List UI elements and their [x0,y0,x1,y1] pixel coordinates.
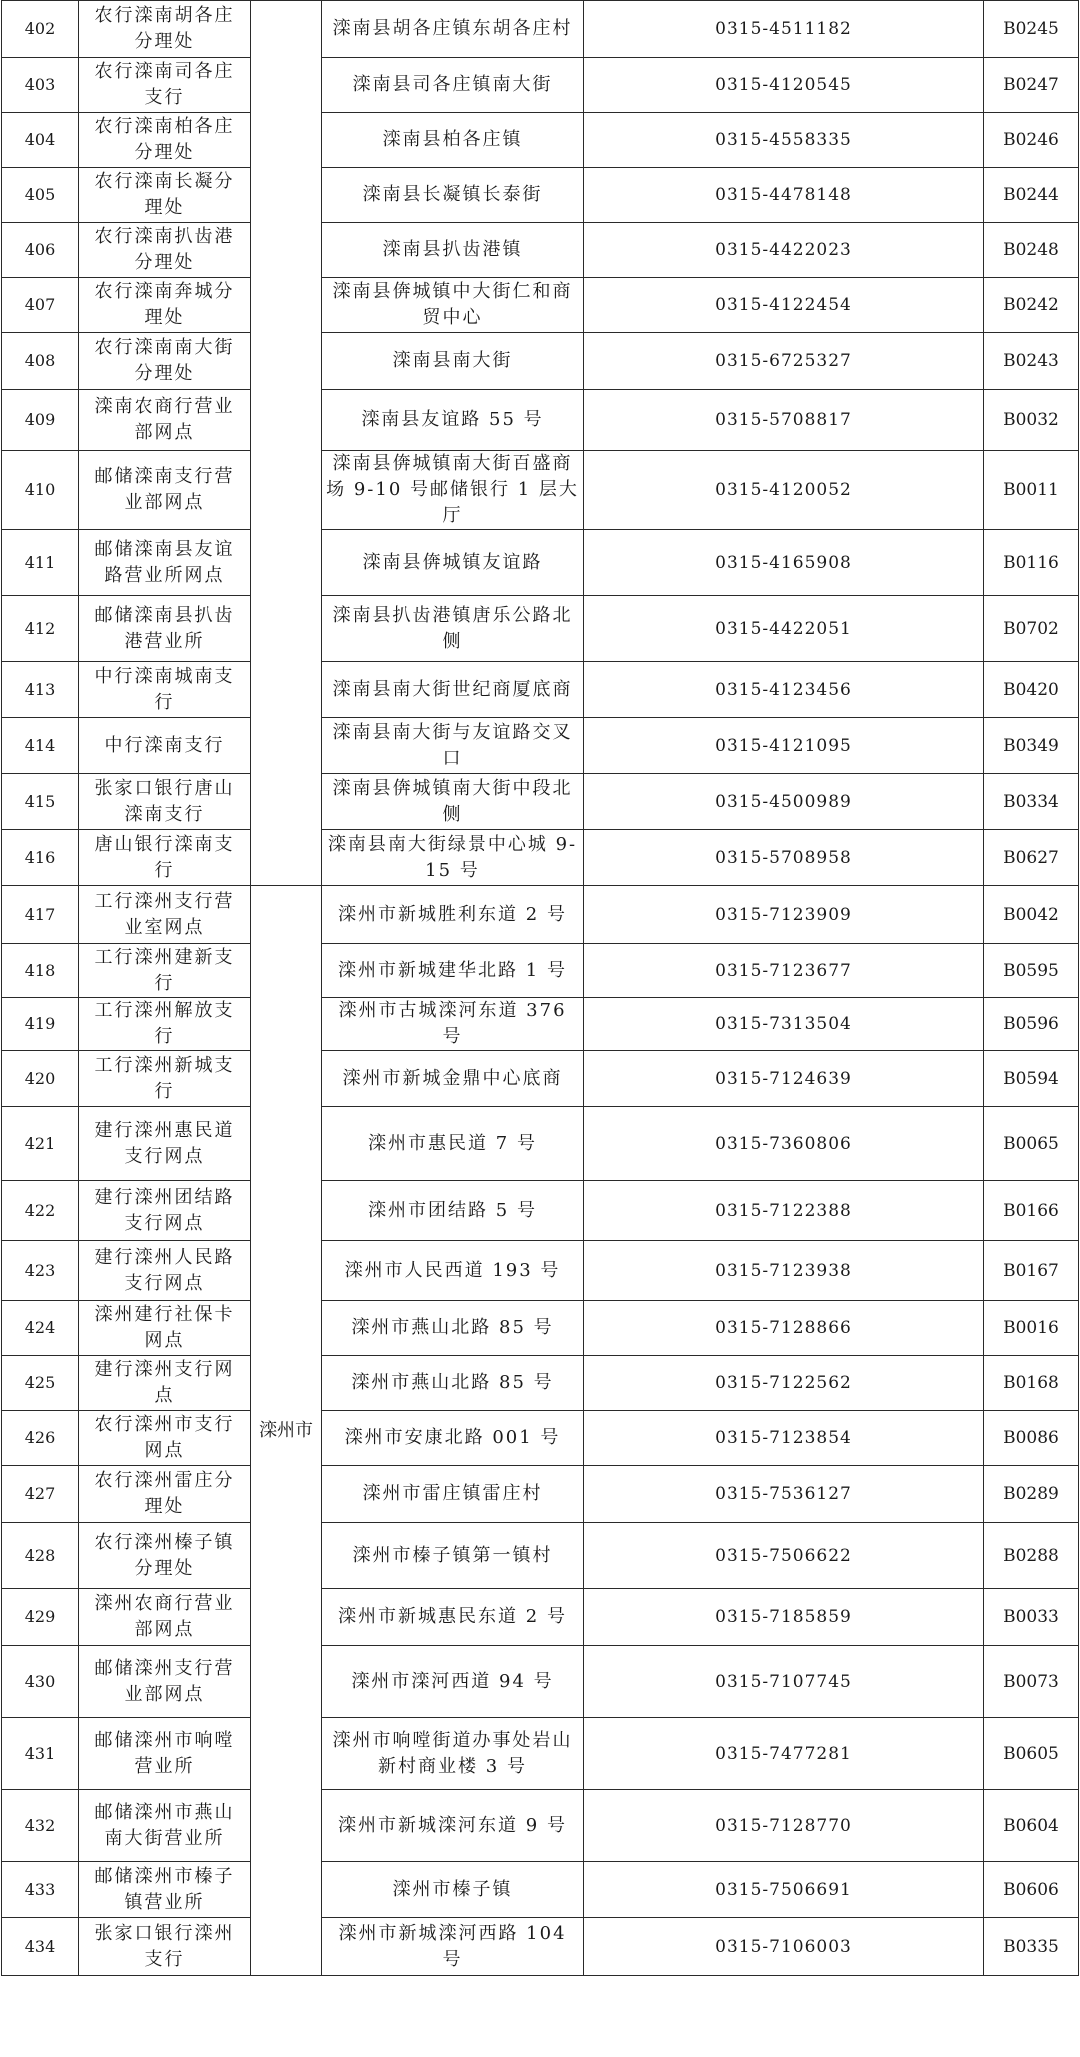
outlet-name: 农行滦南胡各庄分理处 [79,1,251,58]
outlet-name: 滦州建行社保卡网点 [79,1301,251,1356]
row-number: 434 [2,1918,79,1976]
table-row [2,1918,1079,1976]
outlet-phone: 0315-4422023 [584,223,984,278]
outlet-phone: 0315-7185859 [584,1589,984,1646]
outlet-address: 滦南县南大街世纪商厦底商 [322,662,584,718]
outlet-address: 滦州市响嘡街道办事处岩山新村商业楼 3 号 [322,1718,584,1790]
outlet-address: 滦南县胡各庄镇东胡各庄村 [322,1,584,58]
outlet-code: B0032 [984,390,1079,451]
table-row [2,223,1079,278]
table-row [2,1051,1079,1107]
table-row [2,58,1079,113]
table-row [2,1107,1079,1181]
outlet-name: 农行滦州雷庄分理处 [79,1466,251,1523]
row-number: 406 [2,223,79,278]
outlet-name: 农行滦南奔城分理处 [79,278,251,333]
outlet-code: B0604 [984,1790,1079,1862]
table-row [2,830,1079,886]
outlet-code: B0246 [984,113,1079,168]
outlet-address: 滦南县司各庄镇南大街 [322,58,584,113]
outlet-name: 建行滦州人民路支行网点 [79,1241,251,1301]
row-number: 430 [2,1646,79,1718]
outlet-name: 农行滦南柏各庄分理处 [79,113,251,168]
outlet-name: 农行滦州市支行网点 [79,1411,251,1466]
outlet-code: B0011 [984,451,1079,530]
outlet-address: 滦州市安康北路 001 号 [322,1411,584,1466]
outlet-address: 滦南县倴城镇中大街仁和商贸中心 [322,278,584,333]
outlet-address: 滦南县南大街 [322,333,584,390]
outlet-phone: 0315-7536127 [584,1466,984,1523]
row-number: 431 [2,1718,79,1790]
table-row [2,886,1079,944]
outlet-address: 滦南县倴城镇南大街百盛商场 9-10 号邮储银行 1 层大厅 [322,451,584,530]
outlet-address: 滦州市雷庄镇雷庄村 [322,1466,584,1523]
outlet-name: 邮储滦南县友谊路营业所网点 [79,530,251,596]
outlet-phone: 0315-4500989 [584,774,984,830]
outlet-phone: 0315-4120052 [584,451,984,530]
row-number: 422 [2,1181,79,1241]
outlet-code: B0627 [984,830,1079,886]
outlet-name: 农行滦州榛子镇分理处 [79,1523,251,1589]
row-number: 414 [2,718,79,774]
outlet-name: 邮储滦州市响嘡营业所 [79,1718,251,1790]
outlet-address: 滦南县柏各庄镇 [322,113,584,168]
outlet-address: 滦州市燕山北路 85 号 [322,1356,584,1411]
table-row [2,530,1079,596]
row-number: 416 [2,830,79,886]
outlet-phone: 0315-5708817 [584,390,984,451]
outlet-address: 滦州市新城金鼎中心底商 [322,1051,584,1107]
outlet-phone: 0315-7123938 [584,1241,984,1301]
outlet-phone: 0315-7128770 [584,1790,984,1862]
outlet-phone: 0315-4422051 [584,596,984,662]
table-row [2,596,1079,662]
outlet-address: 滦州市榛子镇第一镇村 [322,1523,584,1589]
outlet-phone: 0315-7124639 [584,1051,984,1107]
row-number: 429 [2,1589,79,1646]
outlet-code: B0168 [984,1356,1079,1411]
outlet-code: B0420 [984,662,1079,718]
outlet-code: B0288 [984,1523,1079,1589]
outlet-phone: 0315-4121095 [584,718,984,774]
outlet-phone: 0315-7122562 [584,1356,984,1411]
outlet-phone: 0315-7506691 [584,1862,984,1918]
table-row [2,451,1079,530]
table-row [2,113,1079,168]
outlet-name: 建行滦州惠民道支行网点 [79,1107,251,1181]
row-number: 417 [2,886,79,944]
outlet-phone: 0315-7123909 [584,886,984,944]
outlet-code: B0248 [984,223,1079,278]
outlet-address: 滦州市滦河西道 94 号 [322,1646,584,1718]
table-row [2,1,1079,58]
outlet-address: 滦州市新城惠民东道 2 号 [322,1589,584,1646]
outlet-address: 滦州市人民西道 193 号 [322,1241,584,1301]
outlet-address: 滦南县扒齿港镇 [322,223,584,278]
outlet-code: B0335 [984,1918,1079,1976]
outlet-name: 张家口银行唐山滦南支行 [79,774,251,830]
outlet-code: B0349 [984,718,1079,774]
outlet-name: 工行滦州建新支行 [79,944,251,998]
table-row [2,333,1079,390]
outlet-code: B0016 [984,1301,1079,1356]
outlet-address: 滦州市新城滦河西路 104 号 [322,1918,584,1976]
outlet-name: 建行滦州支行网点 [79,1356,251,1411]
row-number: 423 [2,1241,79,1301]
outlet-address: 滦州市榛子镇 [322,1862,584,1918]
row-number: 402 [2,1,79,58]
row-number: 403 [2,58,79,113]
outlet-table [1,0,1079,1976]
outlet-phone: 0315-7123677 [584,944,984,998]
outlet-name: 邮储滦州市榛子镇营业所 [79,1862,251,1918]
outlet-address: 滦州市燕山北路 85 号 [322,1301,584,1356]
table-row [2,1301,1079,1356]
table-row [2,998,1079,1051]
outlet-code: B0242 [984,278,1079,333]
table-row [2,390,1079,451]
outlet-address: 滦南县友谊路 55 号 [322,390,584,451]
outlet-code: B0166 [984,1181,1079,1241]
table-row [2,1862,1079,1918]
outlet-phone: 0315-7128866 [584,1301,984,1356]
outlet-code: B0116 [984,530,1079,596]
outlet-name: 邮储滦南县扒齿港营业所 [79,596,251,662]
row-number: 413 [2,662,79,718]
outlet-phone: 0315-7313504 [584,998,984,1051]
table-row [2,1790,1079,1862]
outlet-phone: 0315-4165908 [584,530,984,596]
outlet-address: 滦州市惠民道 7 号 [322,1107,584,1181]
row-number: 407 [2,278,79,333]
row-number: 412 [2,596,79,662]
region-cell: 滦州市 [251,886,322,1976]
outlet-phone: 0315-6725327 [584,333,984,390]
outlet-address: 滦州市团结路 5 号 [322,1181,584,1241]
outlet-table-body [2,1,1079,1976]
outlet-code: B0245 [984,1,1079,58]
outlet-code: B0594 [984,1051,1079,1107]
outlet-name: 农行滦南扒齿港分理处 [79,223,251,278]
row-number: 424 [2,1301,79,1356]
row-number: 427 [2,1466,79,1523]
region-cell [251,1,322,886]
outlet-address: 滦南县倴城镇南大街中段北侧 [322,774,584,830]
table-row [2,1181,1079,1241]
outlet-name: 邮储滦州支行营业部网点 [79,1646,251,1718]
outlet-name: 邮储滦州市燕山南大街营业所 [79,1790,251,1862]
outlet-phone: 0315-7106003 [584,1918,984,1976]
outlet-code: B0033 [984,1589,1079,1646]
outlet-address: 滦南县扒齿港镇唐乐公路北侧 [322,596,584,662]
row-number: 418 [2,944,79,998]
outlet-code: B0595 [984,944,1079,998]
table-row [2,1466,1079,1523]
outlet-address: 滦州市新城建华北路 1 号 [322,944,584,998]
row-number: 405 [2,168,79,223]
table-row [2,1589,1079,1646]
table-row [2,662,1079,718]
outlet-code: B0605 [984,1718,1079,1790]
outlet-phone: 0315-4478148 [584,168,984,223]
outlet-code: B0596 [984,998,1079,1051]
row-number: 415 [2,774,79,830]
table-row [2,1646,1079,1718]
outlet-address: 滦州市古城滦河东道 376 号 [322,998,584,1051]
outlet-name: 工行滦州新城支行 [79,1051,251,1107]
row-number: 409 [2,390,79,451]
table-row [2,944,1079,998]
table-row [2,1523,1079,1589]
outlet-address: 滦州市新城滦河东道 9 号 [322,1790,584,1862]
outlet-name: 工行滦州支行营业室网点 [79,886,251,944]
outlet-code: B0073 [984,1646,1079,1718]
outlet-name: 中行滦南城南支行 [79,662,251,718]
outlet-code: B0086 [984,1411,1079,1466]
outlet-phone: 0315-5708958 [584,830,984,886]
outlet-code: B0247 [984,58,1079,113]
table-row [2,1241,1079,1301]
row-number: 426 [2,1411,79,1466]
outlet-phone: 0315-7506622 [584,1523,984,1589]
outlet-code: B0334 [984,774,1079,830]
table-row [2,278,1079,333]
outlet-phone: 0315-7477281 [584,1718,984,1790]
table-row [2,718,1079,774]
outlet-address: 滦南县南大街绿景中心城 9-15 号 [322,830,584,886]
row-number: 419 [2,998,79,1051]
outlet-name: 工行滦州解放支行 [79,998,251,1051]
outlet-address: 滦南县长凝镇长泰街 [322,168,584,223]
outlet-name: 滦州农商行营业部网点 [79,1589,251,1646]
outlet-phone: 0315-7122388 [584,1181,984,1241]
outlet-phone: 0315-7107745 [584,1646,984,1718]
outlet-name: 中行滦南支行 [79,718,251,774]
outlet-phone: 0315-7360806 [584,1107,984,1181]
table-row [2,1356,1079,1411]
outlet-name: 农行滦南南大街分理处 [79,333,251,390]
row-number: 408 [2,333,79,390]
outlet-code: B0606 [984,1862,1079,1918]
row-number: 411 [2,530,79,596]
row-number: 425 [2,1356,79,1411]
row-number: 428 [2,1523,79,1589]
table-row [2,168,1079,223]
outlet-code: B0042 [984,886,1079,944]
outlet-code: B0702 [984,596,1079,662]
outlet-code: B0065 [984,1107,1079,1181]
outlet-address: 滦南县南大街与友谊路交叉口 [322,718,584,774]
outlet-code: B0243 [984,333,1079,390]
outlet-phone: 0315-4120545 [584,58,984,113]
outlet-name: 唐山银行滦南支行 [79,830,251,886]
outlet-name: 张家口银行滦州支行 [79,1918,251,1976]
row-number: 420 [2,1051,79,1107]
outlet-name: 邮储滦南支行营业部网点 [79,451,251,530]
row-number: 433 [2,1862,79,1918]
outlet-phone: 0315-7123854 [584,1411,984,1466]
outlet-address: 滦州市新城胜利东道 2 号 [322,886,584,944]
row-number: 410 [2,451,79,530]
outlet-phone: 0315-4123456 [584,662,984,718]
outlet-phone: 0315-4122454 [584,278,984,333]
outlet-phone: 0315-4558335 [584,113,984,168]
outlet-name: 农行滦南司各庄支行 [79,58,251,113]
outlet-code: B0289 [984,1466,1079,1523]
table-row [2,1718,1079,1790]
outlet-phone: 0315-4511182 [584,1,984,58]
row-number: 404 [2,113,79,168]
outlet-name: 建行滦州团结路支行网点 [79,1181,251,1241]
row-number: 421 [2,1107,79,1181]
row-number: 432 [2,1790,79,1862]
table-row [2,774,1079,830]
outlet-code: B0244 [984,168,1079,223]
outlet-address: 滦南县倴城镇友谊路 [322,530,584,596]
outlet-code: B0167 [984,1241,1079,1301]
table-row [2,1411,1079,1466]
outlet-name: 滦南农商行营业部网点 [79,390,251,451]
outlet-name: 农行滦南长凝分理处 [79,168,251,223]
